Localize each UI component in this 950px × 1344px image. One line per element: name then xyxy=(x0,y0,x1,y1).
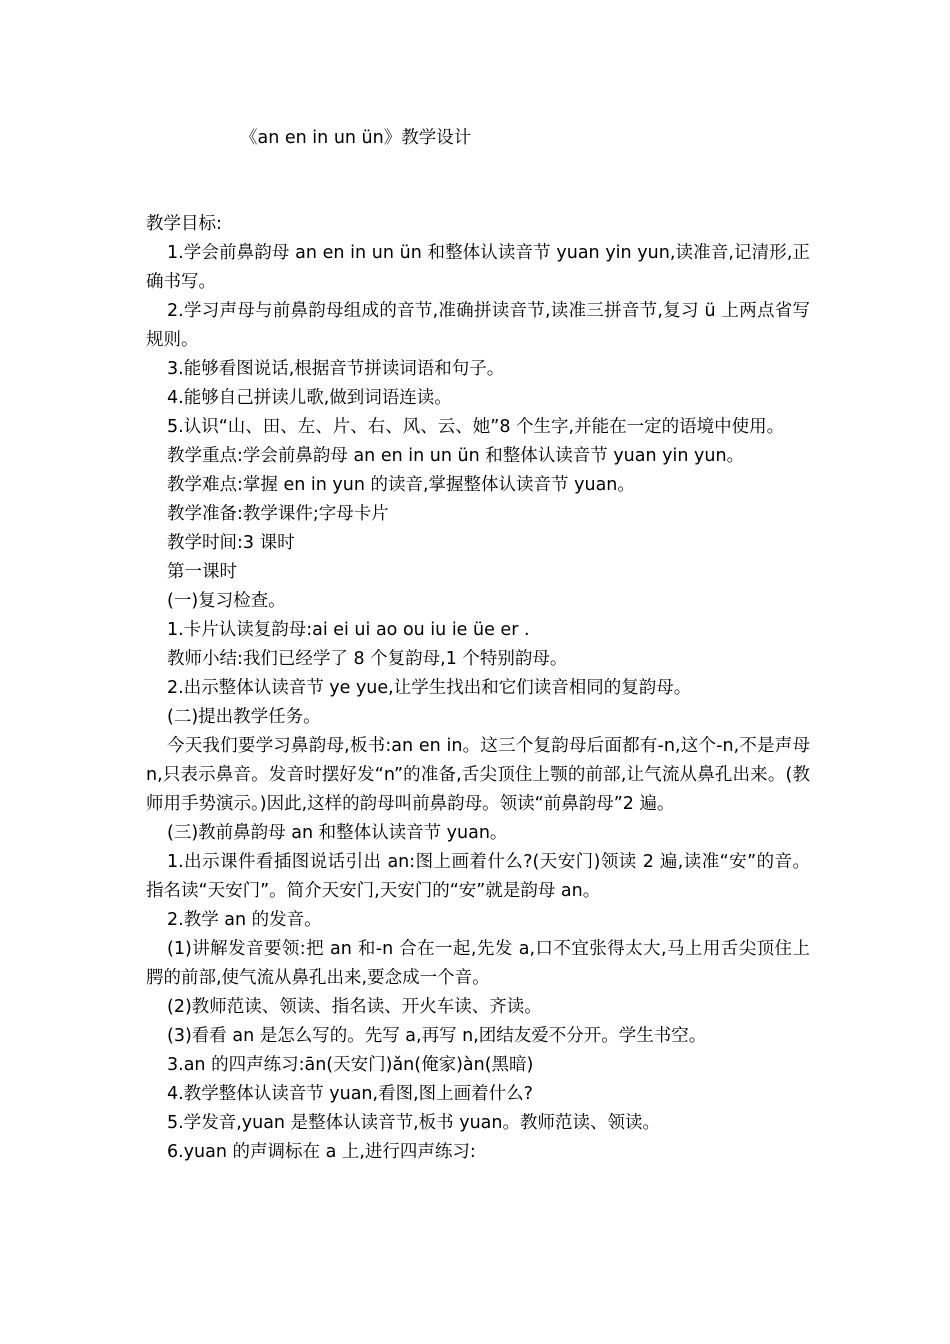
paragraph: 5.认识“山、田、左、片、右、风、云、她”8 个生字,并能在一定的语境中使用。 xyxy=(167,417,785,437)
paragraph: 4.能够自己拼读儿歌,做到词语连读。 xyxy=(167,388,452,408)
paragraph: (一)复习检查。 xyxy=(167,591,286,611)
paragraph: 1.卡片认读复韵母:ai ei ui ao ou iu ie üe er . xyxy=(167,620,530,640)
paragraph: (2)教师范读、领读、指名读、开火车读、齐读。 xyxy=(167,997,542,1017)
paragraph: 教学重点:学会前鼻韵母 an en in un ün 和整体认读音节 yuan yin yun。 xyxy=(167,446,745,466)
paragraph: 2.学习声母与前鼻韵母组成的音节,准确拼读音节,读准三拼音节,复习 ü 上两点省写规则。 xyxy=(146,301,810,350)
paragraph: 教学目标: xyxy=(146,214,222,234)
paragraph: (1)讲解发音要领:把 an 和-n 合在一起,先发 a,口不宜张得太大,马上用舌尖顶住上腭的前部,使气流从鼻孔出来,要念成一个音。 xyxy=(146,939,810,988)
paragraph: (三)教前鼻韵母 an 和整体认读音节 yuan。 xyxy=(167,823,508,843)
document-body xyxy=(146,210,810,1167)
paragraph: 今天我们要学习鼻韵母,板书:an en in。这三个复韵母后面都有-n,这个-n,不是声母 n,只表示鼻音。发音时摆好发“n”的准备,舌尖顶住上颚的前部,让气流从鼻孔出来。(教师用手势演示。)因此,这样的韵母叫前鼻韵母。领读“前鼻韵母”2 遍。 xyxy=(146,736,810,814)
paragraph: 教学时间:3 课时 xyxy=(167,533,295,553)
paragraph: (二)提出教学任务。 xyxy=(167,707,321,727)
paragraph: 6.yuan 的声调标在 a 上,进行四声练习: xyxy=(167,1142,476,1162)
paragraph: 3.an 的四声练习:ān(天安门)ǎn(俺家)àn(黑暗) xyxy=(167,1055,534,1075)
paragraph: 1.学会前鼻韵母 an en in un ün 和整体认读音节 yuan yin yun,读准音,记清形,正确书写。 xyxy=(146,243,810,292)
paragraph: 第一课时 xyxy=(167,562,237,582)
paragraph: 4.教学整体认读音节 yuan,看图,图上画着什么? xyxy=(167,1084,533,1104)
paragraph: 2.教学 an 的发音。 xyxy=(167,910,322,930)
paragraph: 教学难点:掌握 en in yun 的读音,掌握整体认读音节 yuan。 xyxy=(167,475,635,495)
paragraph: 1.出示课件看插图说话引出 an:图上画着什么?(天安门)领读 2 遍,读准“安”的音。指名读“天安门”。简介天安门,天安门的“安”就是韵母 an。 xyxy=(146,852,810,901)
paragraph: 教师小结:我们已经学了 8 个复韵母,1 个特别韵母。 xyxy=(167,649,568,669)
paragraph: (3)看看 an 是怎么写的。先写 a,再写 n,团结友爱不分开。学生书空。 xyxy=(167,1026,707,1046)
paragraph: 2.出示整体认读音节 ye yue,让学生找出和它们读音相同的复韵母。 xyxy=(167,678,692,698)
paragraph: 教学准备:教学课件;字母卡片 xyxy=(167,504,389,524)
paragraph: 3.能够看图说话,根据音节拼读词语和句子。 xyxy=(167,359,505,379)
paragraph: 5.学发音,yuan 是整体认读音节,板书 yuan。教师范读、领读。 xyxy=(167,1113,660,1133)
document-title: 《an en in un ün》教学设计 xyxy=(240,128,472,148)
